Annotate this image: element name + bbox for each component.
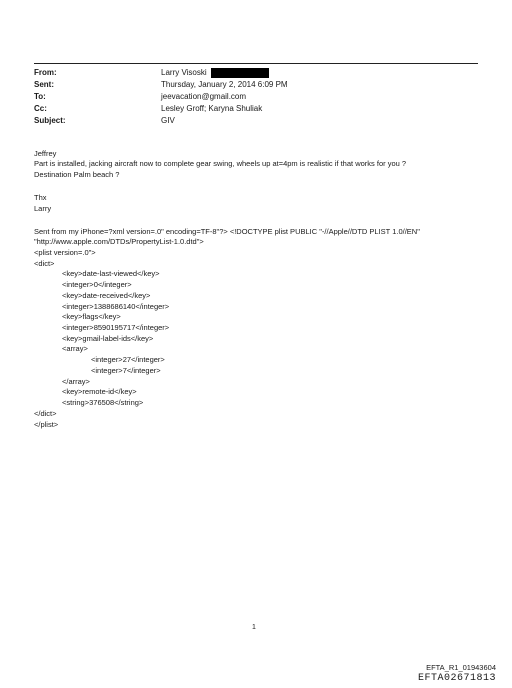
sent-label: Sent:: [34, 80, 54, 89]
to-value: jeevacation@gmail.com: [161, 92, 247, 101]
body-line: <key>gmail-label-ids</key>: [62, 334, 154, 343]
body-line: "http://www.apple.com/DTDs/PropertyList-1.0.dtd">: [34, 237, 204, 246]
redaction-box: [211, 68, 269, 78]
to-label: To:: [34, 92, 46, 101]
body-line: </array>: [62, 377, 90, 386]
page-number: 1: [252, 624, 256, 631]
from-row: [34, 67, 494, 79]
bates-number-large: EFTA02671813: [417, 673, 496, 684]
body-line: <key>date-received</key>: [62, 291, 151, 300]
cc-label: Cc:: [34, 104, 47, 113]
sent-value: Thursday, January 2, 2014 6:09 PM: [161, 80, 288, 89]
subject-row: [34, 115, 494, 127]
cc-row: [34, 103, 494, 115]
body-line: Sent from my iPhone=?xml version=.0" encoding=TF-8"?> <!DOCTYPE plist PUBLIC "-//Apple//DTD PLIST 1.0//EN": [34, 227, 420, 236]
body-line: Jeffrey: [34, 149, 57, 158]
to-row: [34, 91, 494, 103]
from-label: From:: [34, 68, 57, 77]
body-line: <integer>27</integer>: [91, 355, 165, 364]
body-line: <key>remote-id</key>: [62, 387, 137, 396]
body-line: <integer>0</integer>: [62, 280, 132, 289]
from-value-wrap: [161, 67, 269, 79]
body-line: Part is installed, jacking aircraft now to complete gear swing, wheels up at=4pm is realistic if that works for you ?: [34, 159, 407, 168]
sent-row: [34, 79, 494, 91]
cc-value: Lesley Groff; Karyna Shuliak: [161, 104, 263, 113]
body-line: <dict>: [34, 259, 55, 268]
body-line: <plist version=.0">: [34, 248, 96, 257]
body-line: <key>flags</key>: [62, 312, 121, 321]
subject-value: GIV: [161, 116, 175, 125]
body-line: </dict>: [34, 409, 57, 418]
body-line: </plist>: [34, 420, 59, 429]
body-line: <key>date-last-viewed</key>: [62, 269, 160, 278]
body-line: <integer>8590195717</integer>: [62, 323, 170, 332]
subject-label: Subject:: [34, 116, 66, 125]
from-value: Larry Visoski: [161, 68, 207, 77]
body-line: <integer>7</integer>: [91, 366, 161, 375]
body-line: Larry: [34, 204, 52, 213]
body-line: <string>376508</string>: [62, 398, 144, 407]
body-line: <integer>1388686140</integer>: [62, 302, 170, 311]
body-line: Thx: [34, 193, 47, 202]
body-line: <array>: [62, 344, 88, 353]
body-line: Destination Palm beach ?: [34, 170, 120, 179]
header-top-rule: [34, 63, 478, 64]
bates-number-small: EFTA_R1_01943604: [426, 663, 496, 672]
